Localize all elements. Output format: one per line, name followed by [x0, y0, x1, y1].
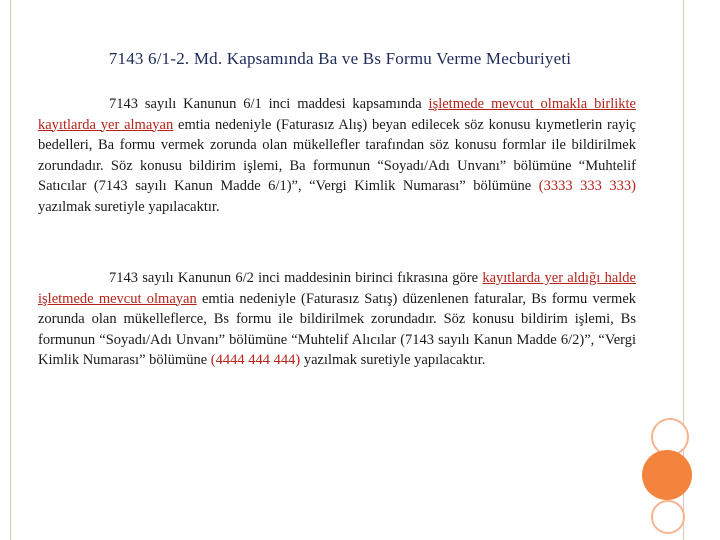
paragraph-2-tax-number: (4444 444 444) — [210, 352, 301, 368]
paragraph-2-text-b: emtia nedeniyle (Faturasız Satış) düzenlenen faturalar, Bs formu vermek zorunda olan mükelleflerce, Bs formu ile bildirilmek zorundadır. Söz konusu bildirim işlemi, Bs formunun “Soyadı/Adı Unvanı” bölümüne “Muhtelif Alıcılar (7143 sayılı Kanun Madde 6/2)”, “Vergi Kimlik Numarası” bölümüne — [38, 290, 637, 368]
paragraph-1-text-c: yazılmak suretiyle yapılacaktır. — [38, 198, 220, 215]
paragraph-bs-form — [38, 268, 636, 371]
paragraph-1-text-a: 7143 sayılı Kanunun 6/1 inci maddesi kapsamında — [109, 96, 429, 112]
slide-title: 7143 6/1-2. Md. Kapsamında Ba ve Bs Formu Verme Mecburiyeti — [108, 49, 572, 68]
circle-outline-bottom — [651, 500, 685, 534]
paragraph-2-highlight: kayıtlarda yer aldığı halde işletmede mevcut olmayan — [38, 270, 636, 307]
paragraph-2-text-c: yazılmak suretiyle yapılacaktır. — [300, 352, 486, 368]
paragraph-2-text-a: 7143 sayılı Kanunun 6/2 inci maddesinin birinci fıkrasına göre — [109, 270, 483, 286]
paragraph-1-highlight: işletmede mevcut olmakla birlikte kayıtlarda yer almayan — [38, 96, 636, 133]
decorative-dots — [642, 418, 702, 540]
paragraph-ba-form — [38, 94, 636, 217]
paragraph-1-tax-number: (3333 333 333) — [538, 178, 636, 194]
circle-filled-orange — [642, 450, 692, 500]
paragraph-1-text-b: emtia nedeniyle (Faturasız Alış) beyan edilecek söz konusu kıymetlerin rayiç bedelleri, Ba formu vermek zorunda olan mükellefler tarafından söz konusu formlar ile bildirilmek zorundadır. Söz konusu bildirim işlemi, Ba formunun “Soyadı/Adı Unvanı” bölümüne “Muhtelif Satıcılar (7143 sayılı Kanun Madde 6/1)”, “Vergi Kimlik Numarası” bölümüne — [38, 116, 636, 194]
